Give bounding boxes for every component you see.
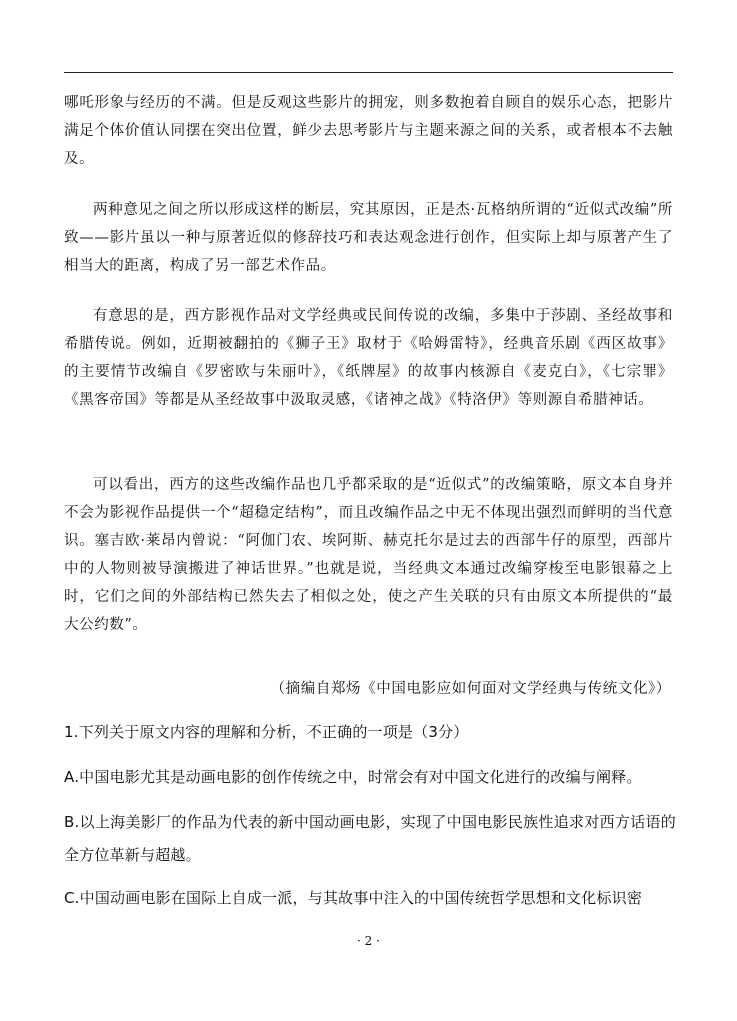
paragraph-2: 两种意见之间之所以形成这样的断层，究其原因，正是杰·瓦格纳所谓的“近似式改编”所致——影片虽以一种与原著近似的修辞技巧和表达观念进行创作，但实际上却与原著产生了相当大的距离，构成了另一部艺术作品。 <box>64 202 673 274</box>
paragraph-4: 可以看出，西方的这些改编作品也几乎都采取的是“近似式”的改编策略，原文本自身并不会为影视作品提供一个“超稳定结构”，而且改编作品之中无不体现出强烈而鲜明的当代意识。塞吉欧·莱昂内曾说：“阿伽门农、埃阿斯、赫克托尔是过去的西部牛仔的原型，西部片中的人物则被导演搬进了神话世界。”也就是说，当经典文本通过改编穿梭至电影银幕之上时，它们之间的外部结构已然失去了相似之处，使之产生关联的只有由原文本所提供的“最大公约数”。 <box>64 477 673 633</box>
option-b: B.以上海美影厂的作品为代表的新中国动画电影，实现了中国电影民族性追求对西方话语的全方位革新与超越。 <box>64 813 676 864</box>
header-rule <box>64 72 673 73</box>
paragraph-1: 哪吒形象与经历的不满。但是反观这些影片的拥宠，则多数抱着自顾自的娱乐心态，把影片满足个体价值认同摆在突出位置，鲜少去思考影片与主题来源之间的关系，或者根本不去触及。 <box>64 95 673 167</box>
question-stem: 1.下列关于原文内容的理解和分析，不正确的一项是（3分） <box>64 723 469 741</box>
paragraph-3: 有意思的是，西方影视作品对文学经典或民间传说的改编，多集中于莎剧、圣经故事和希腊传说。例如，近期被翻拍的《狮子王》取材于《哈姆雷特》，经典音乐剧《西区故事》的主要情节改编自《罗密欧与朱丽叶》，《纸牌屋》的故事内核源自《麦克白》，《七宗罪》《黑客帝国》等都是从圣经故事中汲取灵感，《诸神之战》《特洛伊》等则源自希腊神话。 <box>64 308 673 408</box>
page-number: · 2 · <box>357 934 380 948</box>
option-c: C.中国动画电影在国际上自成一派，与其故事中注入的中国传统哲学思想和文化标识密 <box>64 889 643 907</box>
source-citation: （摘编自郑炀《中国电影应如何面对文学经典与传统文化》） <box>270 681 671 697</box>
option-a: A.中国电影尤其是动画电影的创作传统之中，时常会有对中国文化进行的改编与阐释。 <box>64 768 642 786</box>
